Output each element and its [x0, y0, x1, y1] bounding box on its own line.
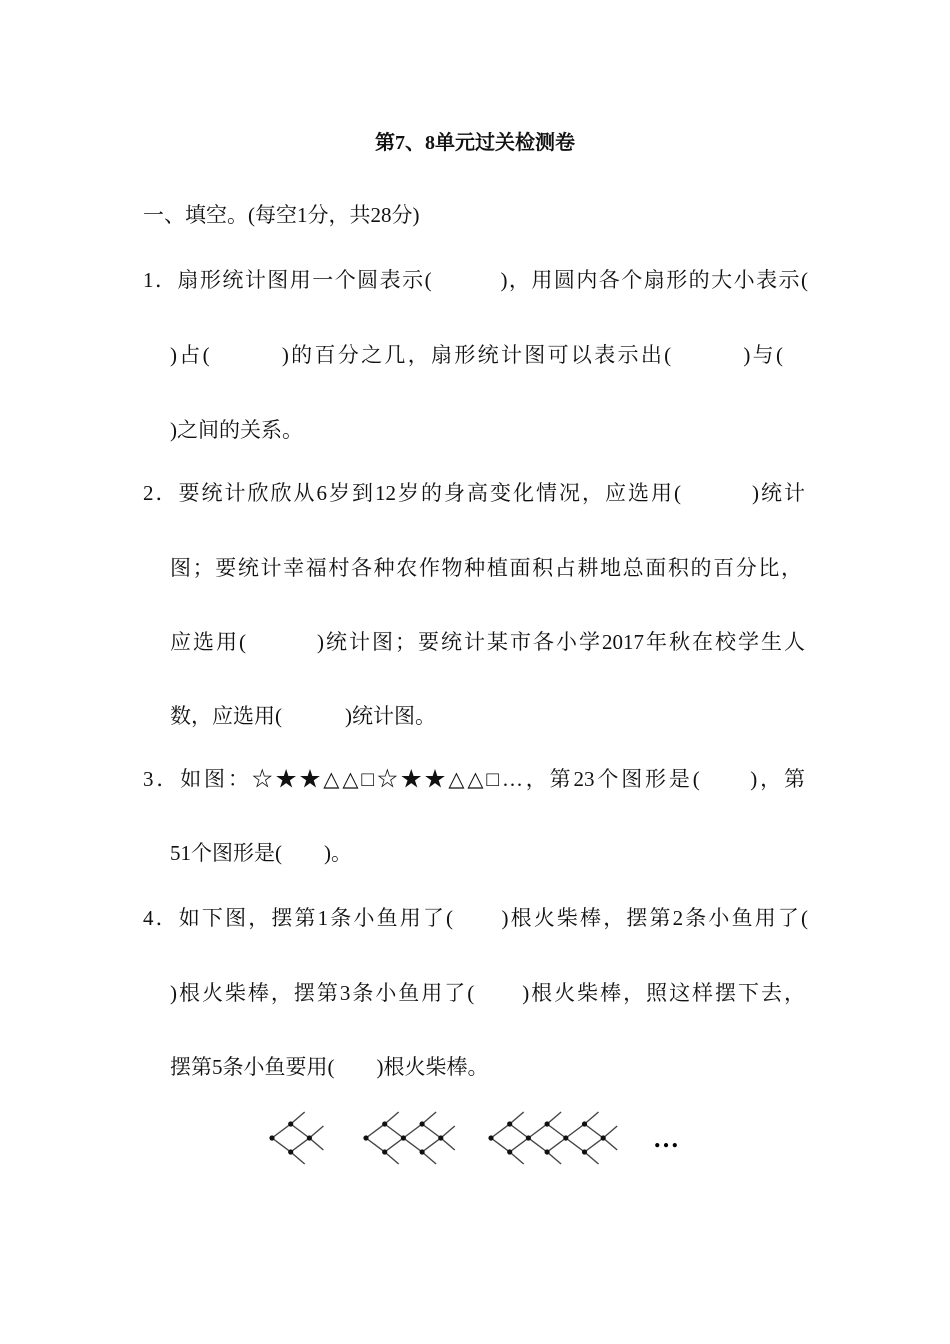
q1-line3: )之间的关系。 [170, 418, 303, 442]
q3-line2: 51个图形是( )。 [170, 841, 352, 865]
match-head [582, 1149, 587, 1154]
match-head [401, 1135, 406, 1140]
matchstick [528, 1138, 547, 1152]
q3-line1: 3．如图：☆★★△△□☆★★△△□…，第23个图形是( )，第 [143, 767, 805, 791]
fish-group-3 [488, 1112, 617, 1164]
match-head [420, 1149, 425, 1154]
matchstick [366, 1124, 385, 1138]
match-head [307, 1135, 312, 1140]
matchstick [585, 1124, 604, 1138]
matchstick [510, 1152, 524, 1164]
q2-line3: 应选用( )统计图；要统计某市各小学2017年秋在校学生人 [170, 630, 805, 654]
match-head [582, 1121, 587, 1126]
matchstick [566, 1124, 585, 1138]
matchstick-fish-figure [0, 1095, 950, 1185]
q4-line2: )根火柴棒，摆第3条小鱼用了( )根火柴棒，照这样摆下去， [170, 981, 805, 1005]
matchstick [385, 1152, 399, 1164]
fish-group-1 [269, 1112, 323, 1164]
match-head [488, 1135, 493, 1140]
matchstick [385, 1124, 404, 1138]
matchstick [547, 1124, 566, 1138]
section-heading: 一、填空。(每空1分，共28分) [143, 203, 420, 227]
matchstick [272, 1138, 291, 1152]
match-head [438, 1135, 443, 1140]
matchstick [403, 1138, 422, 1152]
matchstick [291, 1112, 305, 1124]
matchstick [403, 1124, 422, 1138]
matchstick [309, 1126, 323, 1138]
match-head [288, 1121, 293, 1126]
match-head [288, 1149, 293, 1154]
matchstick [585, 1138, 604, 1152]
matchstick [547, 1152, 561, 1164]
match-head [382, 1121, 387, 1126]
match-head [507, 1149, 512, 1154]
fish-group-2 [363, 1112, 454, 1164]
matchstick [291, 1138, 310, 1152]
q2-line1: 2．要统计欣欣从6岁到12岁的身高变化情况，应选用( )统计 [143, 481, 805, 505]
matchstick [510, 1124, 529, 1138]
matchstick [422, 1112, 436, 1124]
match-head [507, 1121, 512, 1126]
match-head [545, 1121, 550, 1126]
q2-line4: 数，应选用( )统计图。 [170, 704, 436, 728]
matchstick [603, 1138, 617, 1150]
matchstick [566, 1138, 585, 1152]
matchstick [510, 1138, 529, 1152]
matchstick [422, 1138, 441, 1152]
matchstick [309, 1138, 323, 1150]
q1-line1: 1．扇形统计图用一个圆表示( )，用圆内各个扇形的大小表示( [143, 268, 808, 292]
matchstick [385, 1138, 404, 1152]
matchstick [528, 1124, 547, 1138]
matchstick [272, 1124, 291, 1138]
matchstick [491, 1124, 510, 1138]
matchstick [366, 1138, 385, 1152]
matchstick [385, 1112, 399, 1124]
matchstick [422, 1152, 436, 1164]
matchstick [291, 1152, 305, 1164]
matchstick [422, 1124, 441, 1138]
match-head [363, 1135, 368, 1140]
match-head [563, 1135, 568, 1140]
q2-line2: 图；要统计幸福村各种农作物种植面积占耕地总面积的百分比， [170, 556, 802, 580]
q1-line2: )占( )的百分之几，扇形统计图可以表示出( )与( [170, 343, 783, 367]
matchstick [585, 1112, 599, 1124]
q4-line3: 摆第5条小鱼要用( )根火柴棒。 [170, 1055, 489, 1079]
matchstick [441, 1126, 455, 1138]
q4-line1: 4．如下图，摆第1条小鱼用了( )根火柴棒，摆第2条小鱼用了( [143, 906, 808, 930]
match-head [420, 1121, 425, 1126]
ellipsis: … [653, 1124, 679, 1153]
matchstick [510, 1112, 524, 1124]
page-title: 第7、8单元过关检测卷 [375, 132, 575, 154]
match-head [269, 1135, 274, 1140]
match-head [545, 1149, 550, 1154]
matchstick [547, 1112, 561, 1124]
matchstick [547, 1138, 566, 1152]
matchstick [585, 1152, 599, 1164]
matchstick [291, 1124, 310, 1138]
matchstick [441, 1138, 455, 1150]
matchstick [603, 1126, 617, 1138]
match-head [382, 1149, 387, 1154]
match-head [601, 1135, 606, 1140]
matchstick [491, 1138, 510, 1152]
match-head [526, 1135, 531, 1140]
